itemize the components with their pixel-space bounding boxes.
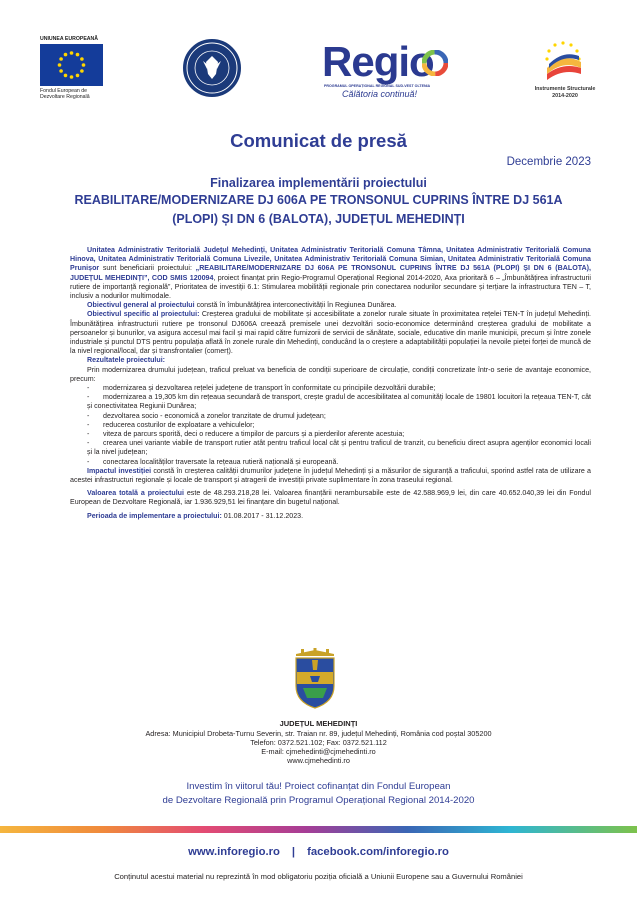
result-text: crearea unei variante viabile de transport rutier atât pentru traficul local cât și pentru traficul de tranzit, cu beneficiu direct asupra agenților economici locali și la nivel județean; bbox=[87, 439, 591, 457]
regio-subtitle: PROGRAMUL OPERAȚIONAL REGIONAL SUD-VEST OLTENIA bbox=[324, 84, 431, 88]
contact-phone: Telefon: 0372.521.102; Fax: 0372.521.112 bbox=[250, 738, 387, 747]
eu-caption bbox=[40, 88, 110, 100]
eu-flag-logo bbox=[40, 44, 103, 86]
result-text: viteza de parcurs sporită, deci o reducere a timpilor de parcurs și a pierderilor aferente acestuia; bbox=[103, 430, 405, 439]
beneficiaries-connector: sunt beneficiarii proiectului: bbox=[99, 264, 196, 273]
project-heading-line3: (PLOPI) ȘI DN 6 (BALOTA), JUDEȚUL MEHEDINȚI bbox=[172, 212, 465, 226]
value-paragraph bbox=[70, 489, 591, 507]
beneficiaries-names: Unitatea Administrativ Teritorială Județul Mehedinți, Unitatea Administrativ Teritorială Comuna Tâmna, Unitatea Administrativ Teritorială Comuna Hinova, Unitatea Administrativ Teritorială Comuna Livezile, Unitatea Administrativ Teritorială Comuna Simian, Unitatea Administrativ Teritorială Comuna Prunișor bbox=[70, 246, 591, 273]
value-text: este de 48.293.218,28 lei. Valoarea finanțării nerambursabile este de 42.588.969,9 lei, din care 40.652.040,39 lei din Fondul European de Dezvoltare Regională, iar 1.936.929,51 lei finanțare din bugetul național. bbox=[70, 489, 591, 507]
list-item bbox=[70, 439, 591, 457]
project-funding-text: , proiect finanțat prin Regio-Programul Operațional Regional 2014-2020, Axa prioritară 6 – „Îmbunătățirea infrastructurii rutiere de importanță regională”, Prioritatea de investiții 6.1: Stimularea mobilității regionale prin conectarea nodurilor secundare și terțiare la infrastructura TEN – T, inclusiv a nodurilor multimodale. bbox=[70, 273, 591, 301]
list-item bbox=[70, 412, 591, 421]
beneficiaries-paragraph bbox=[70, 246, 591, 301]
result-text: modernizarea și dezvoltarea rețelei județene de transport în conformitate cu principiile dezvoltării durabile; bbox=[103, 384, 436, 393]
list-dash: - bbox=[87, 439, 90, 448]
document-date: Decembrie 2023 bbox=[506, 156, 591, 168]
list-item bbox=[70, 421, 591, 430]
contact-title: JUDEȚUL MEHEDINȚI bbox=[279, 719, 358, 728]
list-item bbox=[70, 430, 591, 439]
contact-address: Adresa: Municipiul Drobeta-Turnu Severin, str. Traian nr. 89, județul Mehedinți, România cod poștal 305200 bbox=[145, 729, 492, 738]
contact-website: www.cjmehedinti.ro bbox=[287, 756, 350, 765]
specific-objective-text: Creșterea gradului de mobilitate și accesibilitate a zonelor rurale situate în proximitatea rețelei TEN-T în județul Mehedinți. Îmbunătățirea infrastructurii rutiere pe tronsonul DJ606A creează premisele unei dezvoltări socio-economice determinând creșterea gradului de mobilitate a persoanelor și bunurilor, va asigura accesul mai facil și mai rapid către furnizorii de servicii de sănătate, sociale, educative din marile municipii, precum și între zonele industriale și punctul DTS pentru populația aflată în zonele rurale din Mehedinți, conducând la o creștere a adaptabilității populației la nevoile pieței forței de muncă de la nivel regional/local, dar și transfrontalier (comerț). bbox=[70, 310, 591, 356]
results-heading-paragraph bbox=[70, 356, 591, 365]
impact-paragraph bbox=[70, 467, 591, 485]
instrumente-caption bbox=[525, 86, 605, 100]
result-text: dezvoltarea socio - economică a zonelor tranzitate de drumul județean; bbox=[103, 411, 326, 420]
list-item bbox=[70, 384, 591, 393]
list-dash: - bbox=[87, 420, 90, 429]
specific-objective-label: Obiectivul specific al proiectului: bbox=[87, 310, 200, 319]
instrumente-structurale-logo bbox=[537, 38, 589, 86]
eu-caption-line1: Fondul European de bbox=[40, 88, 88, 94]
document-title: Comunicat de presă bbox=[230, 130, 407, 151]
footer-disclaimer: Conținutul acestui material nu reprezintă în mod obligatoriu poziția oficială a Uniunii Europene sau a Guvernului României bbox=[114, 872, 523, 881]
facebook-link[interactable]: facebook.com/inforegio.ro bbox=[307, 846, 449, 858]
period-label: Perioada de implementare a proiectului: bbox=[87, 511, 222, 520]
results-label: Rezultatele proiectului: bbox=[87, 356, 166, 365]
contact-email: E-mail: cjmehedinti@cjmehedinti.ro bbox=[261, 747, 376, 756]
mehedinti-coat-of-arms-icon bbox=[290, 648, 340, 710]
value-label: Valoarea totală a proiectului bbox=[87, 489, 184, 498]
impact-label: Impactul investiției bbox=[87, 466, 152, 475]
list-dash: - bbox=[87, 457, 90, 466]
general-objective-label: Obiectivul general al proiectului bbox=[87, 301, 195, 310]
press-release-body bbox=[70, 246, 591, 521]
footer-links bbox=[0, 846, 637, 858]
result-text: conectarea localităților traversate la rețeaua rutieră națională și europeană. bbox=[103, 457, 339, 466]
regio-logo-wordmark: Regio bbox=[322, 38, 434, 85]
regio-color-wheel-icon bbox=[422, 50, 448, 81]
list-dash: - bbox=[87, 411, 90, 420]
instrumente-caption-line2: 2014-2020 bbox=[552, 93, 578, 99]
general-objective-paragraph bbox=[70, 301, 591, 310]
footer-slogan-line1: Investim în viitorul tău! Proiect cofinanțat din Fondul European bbox=[186, 781, 451, 792]
instrumente-caption-line1: Instrumente Structurale bbox=[534, 86, 596, 92]
general-objective-text: constă în îmbunătățirea interconectivității în Regiunea Dunărea. bbox=[194, 301, 397, 310]
inforegio-website-link[interactable]: www.inforegio.ro bbox=[188, 846, 280, 858]
footer-slogan-line2: de Dezvoltare Regională prin Programul Operațional Regional 2014-2020 bbox=[162, 795, 475, 806]
results-intro: Prin modernizarea drumului județean, traficul preluat va beneficia de condiții superioare de circulație, condiții concretizate într-o serie de avantaje economice, precum: bbox=[70, 365, 591, 383]
eu-caption-line2: Dezvoltare Regională bbox=[40, 94, 90, 100]
romanian-government-seal-logo bbox=[183, 39, 241, 97]
project-heading-line1: Finalizarea implementării proiectului bbox=[210, 176, 427, 190]
list-dash: - bbox=[87, 430, 90, 439]
color-stripe-divider bbox=[0, 826, 637, 833]
list-dash: - bbox=[87, 384, 90, 393]
result-text: reducerea costurilor de exploatare a vehiculelor; bbox=[103, 420, 255, 429]
period-text: 01.08.2017 - 31.12.2023. bbox=[221, 511, 304, 520]
list-item bbox=[70, 393, 591, 411]
result-text: modernizarea a 19,305 km din rețeaua secundară de transport, crește gradul de accesibilitatea al comunități locale de 19801 locuitori la rețeaua TEN-T, cât și conectivitatea Regiunii Dunărea; bbox=[87, 393, 591, 411]
footer-separator: | bbox=[291, 846, 296, 858]
list-item bbox=[70, 458, 591, 467]
impact-text: constă în creșterea calității drumurilor județene în județul Mehedinți și a măsurilor de siguranță a traficului, sporind astfel rata de utilizare a acestei infrastructuri regionale și locale de transport și atragerii de investiții private suplimentare în zona traseului regional. bbox=[70, 466, 591, 485]
list-dash: - bbox=[87, 393, 90, 402]
project-name: „REABILITARE/MODERNIZARE DJ 606A PE TRONSONUL CUPRINS ÎNTRE DJ 561A (PLOPI) ȘI DN 6 (BALOTA), JUDEȚUL MEHEDINȚI”, COD SMIS 120094 bbox=[70, 264, 591, 282]
project-heading-line2: REABILITARE/MODERNIZARE DJ 606A PE TRONSONUL CUPRINS ÎNTRE DJ 561A bbox=[74, 193, 563, 207]
specific-objective-paragraph bbox=[70, 310, 591, 356]
regio-tagline: Călătoria continuă! bbox=[342, 89, 418, 99]
eu-label: UNIUNEA EUROPEANĂ bbox=[40, 36, 99, 42]
period-paragraph bbox=[70, 512, 591, 521]
